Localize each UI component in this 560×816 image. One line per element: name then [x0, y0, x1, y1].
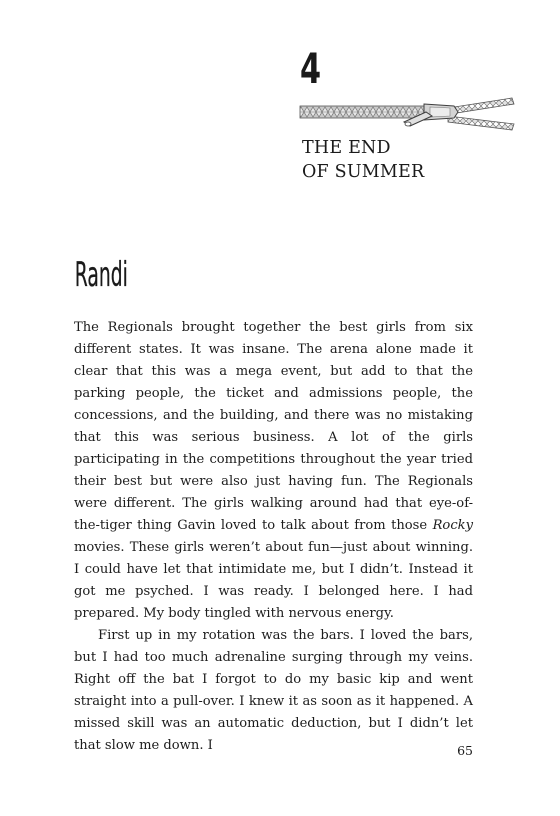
paragraph-2: First up in my rotation was the bars. I loved the bars, but I had too much adrenaline surging through my veins. Right off the bat I forgot to do my basic kip and went straight into a pull-over. I knew it as soon as it happened. A missed skill was an automatic deduction, but I didn’t let that slow me down. I	[74, 628, 473, 753]
narrator-heading	[74, 248, 184, 298]
chapter-title	[302, 136, 424, 184]
body-text	[74, 317, 473, 757]
chapter-title-line-2: OF SUMMER	[302, 162, 425, 182]
paragraph-1-part-b: movies. These girls weren’t about fun—just about winning. I could have let that intimidate me, but I didn’t. Instead it got me psyched. I was ready. I belonged here. I had prepared. My body tingled with nervous energy.	[74, 540, 473, 621]
paragraph-1-part-a: The Regionals brought together the best girls from six different states. It was insane. The arena alone made it clear that this was a mega event, but add to that the parking people, the ticket and admissions people, the concessions, and the building, and there was no mistaking that this was serious business. A lot of the girls participating in the competitions throughout the year tried their best but were also just having fun. The Regionals were different. The girls walking around had that eye-of-the-tiger thing Gavin loved to talk about from those	[74, 320, 473, 533]
narrator-name: Randi	[74, 255, 128, 295]
page-number: 65	[457, 743, 473, 758]
paragraph-1-italic: Rocky	[432, 518, 473, 533]
paragraph-1	[74, 317, 473, 625]
zipper-icon	[298, 94, 518, 134]
chapter-title-line-1: THE END	[302, 138, 391, 158]
chapter-number: 4	[300, 44, 322, 93]
